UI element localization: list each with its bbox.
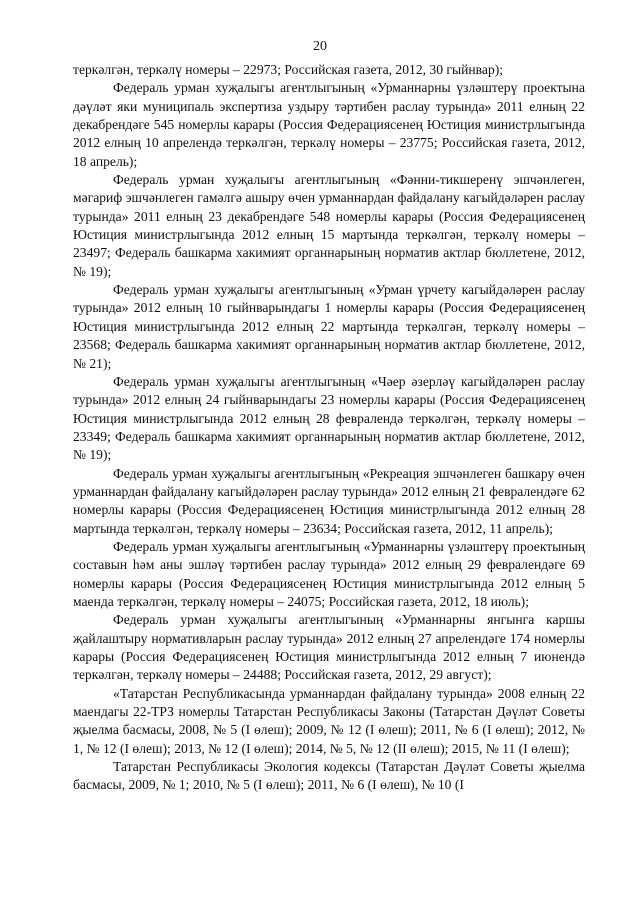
paragraph: Федераль урман хуҗалыгы агентлыгының «Урманнарны үзләштерү проектының составын һәм аны эшләү тәртибен раслау турында» 2012 елның 29 февралендәге 69 номерлы карары (Россия Федерациясенең Юстиция министрлыгында 2012 елның 5 маенда теркәлгән, теркәлү номеры – 24075; Российская газета, 2012, 18 июль); bbox=[73, 538, 585, 609]
paragraph: Федераль урман хуҗалыгы агентлыгының «Чәер әзерләү кагыйдәләрен раслау турында» 2012 елның 24 гыйнварындагы 23 номерлы карары (Россия Федерациясенең Юстиция министрлыгында 2012 елның 28 февралендә теркәлгән, теркәлү номеры – 23349; Федераль башкарма хакимият органнарының норматив актлар бюллетене, 2012, № 19); bbox=[73, 373, 585, 463]
paragraph: Федераль урман хуҗалыгы агентлыгының «Рекреация эшчәнлеген башкару өчен урманнардан файдалану кагыйдәләрен раслау турында» 2012 елның 21 февралендәге 62 номерлы карары (Россия Федерациясенең Юстиция министрлыгында 2012 елның 28 мартында теркәлгән, теркәлү номеры – 23634; Российская газета, 2012, 11 апрель); bbox=[73, 465, 585, 536]
paragraph: Федераль урман хуҗалыгы агентлыгының «Урманнарны янгынга каршы җайлаштыру нормативларын раслау турында» 2012 елның 27 апрелендәге 174 номерлы карары (Россия Федерациясенең Юстиция министрлыгында 2012 елның 7 июнендә теркәлгән, теркәлү номеры – 24488; Российская газета, 2012, 29 август); bbox=[73, 612, 585, 683]
paragraph-continued: Татарстан Республикасы Экология кодексы (Татарстан Дәүләт Советы җыелма басмасы, 2009, № 1; 2010, № 5 (I өлеш); 2011, № 6 (I өлеш), № 10 (I bbox=[73, 759, 585, 793]
paragraph: «Татарстан Республикасында урманнардан файдалану турында» 2008 елның 22 маендагы 22-ТРЗ номерлы Татарстан Республикасы Законы (Татарстан Дәүләт Советы җыелма басмасы, 2008, № 5 (I өлеш); 2009, № 12 (I өлеш); 2011, № 6 (I өлеш); 2012, № 1, № 12 (I өлеш); 2013, № 12 (I өлеш); 2014, № 5, № 12 (II өлеш); 2015, № 11 (I өлеш); bbox=[73, 685, 585, 756]
paragraph: Федераль урман хуҗалыгы агентлыгының «Фәнни-тикшеренү эшчәнлеген, мәгариф эшчәнлеген гамәлгә ашыру өчен урманнардан файдалану кагыйдәләрен раслау турында» 2011 елның 23 декабрендәге 548 номерлы карары (Россия Федерациясенең Юстиция министрлыгында 2012 елның 15 мартында теркәлгән, теркәлү номеры – 23497; Федераль башкарма хакимият органнарының норматив актлар бюллетене, 2012, № 19); bbox=[73, 172, 585, 279]
paragraph: Федераль урман хуҗалыгы агентлыгының «Урман үрчету кагыйдәләрен раслау турында» 2012 елның 10 гыйнварындагы 1 номерлы карары (Россия Федерациясенең Юстиция министрлыгында 2012 елның 22 мартында теркәлгән, теркәлү номеры – 23568; Федераль башкарма хакимият органнарының норматив актлар бюллетене, 2012, № 21); bbox=[73, 282, 585, 371]
document-body bbox=[73, 61, 585, 795]
paragraph: теркәлгән, теркәлү номеры – 22973; Российская газета, 2012, 30 гыйнвар); bbox=[73, 62, 504, 77]
paragraph: Федераль урман хуҗалыгы агентлыгының «Урманнарны үзләштерү проектына дәүләт яки муниципаль экспертиза уздыру тәртибен раслау турында» 2011 елның 22 декабрендәге 545 номерлы карары (Россия Федерациясенең Юстиция министрлыгында 2012 елның 10 апрелендә теркәлгән, теркәлү номеры – 23775; Российская газета, 2012, 18 апрель); bbox=[73, 80, 585, 169]
page-number: 20 bbox=[313, 39, 327, 54]
